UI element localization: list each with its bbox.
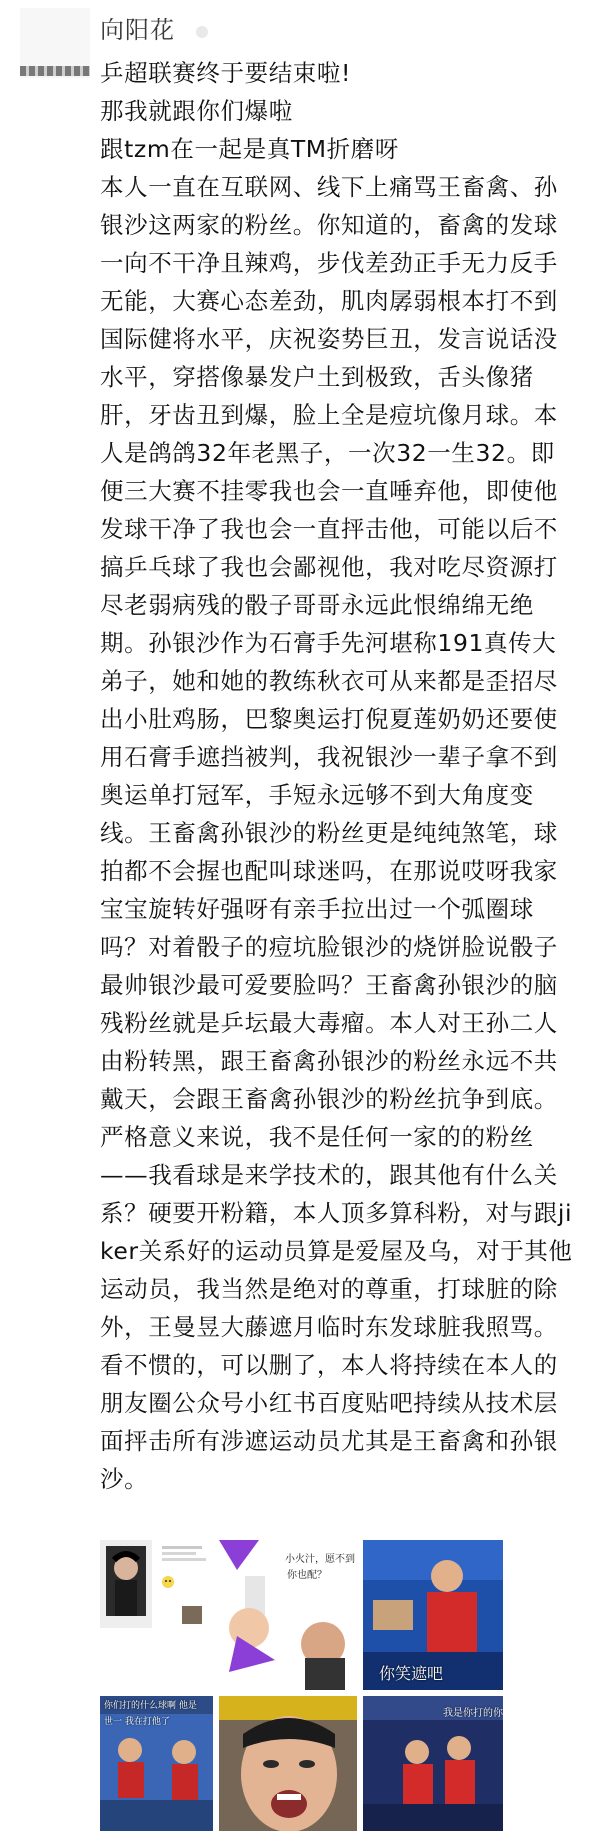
image-grid <box>100 1540 560 1831</box>
face-meme-image <box>219 1696 357 1831</box>
post-body <box>100 54 574 1498</box>
image-thumb-3[interactable] <box>219 1540 357 1690</box>
post-line-3: 跟tzm在一起是真TM折磨呀 <box>100 135 399 163</box>
chat-screenshot-image <box>158 1540 210 1628</box>
portrait-image <box>100 1540 152 1628</box>
image-thumb-5-caption: 你们打的什么球啊 他是世一 我在打他了 <box>104 1701 197 1727</box>
sticker-meme-image <box>219 1540 357 1690</box>
svg-text:你也配？: 你也配？ <box>287 1570 327 1581</box>
post-paragraph-final: 严格意义来说，我不是任何一家的的粉丝——我看球是来学技术的，跟其他有什么关系？硬要开粉籍，本人顶多算科粉，对与跟jiker关系好的运动员算是爱屋及乌，对于其他运动员，我当然是绝对的尊重，打球脏的除外，王曼昱大藤遮月临时东发球脏我照骂。看不惯的，可以删了，本人将持续在本人的朋友圈公众号小红书百度贴吧持续从技术层面抨击所有涉遮运动员尤其是王畜禽和孙银沙。 <box>100 1123 573 1493</box>
image-thumb-5[interactable] <box>100 1696 213 1831</box>
image-thumb-6[interactable] <box>219 1696 357 1831</box>
post-author[interactable]: 向阳花 <box>100 16 175 44</box>
image-thumb-4[interactable] <box>363 1540 503 1690</box>
image-thumb-4-caption: 你笑遮吧 <box>379 1664 444 1683</box>
image-thumb-7-caption: 我是你打的你 <box>443 1708 503 1719</box>
image-thumb-1[interactable] <box>100 1540 152 1628</box>
avatar[interactable] <box>20 8 90 78</box>
image-thumb-7[interactable] <box>363 1696 503 1831</box>
image-thumb-2[interactable] <box>158 1540 210 1628</box>
post-line-1: 乒超联赛终于要结束啦! <box>100 59 352 87</box>
post-paragraph-main: 本人一直在互联网、线下上痛骂王畜禽、孙银沙这两家的粉丝。你知道的，畜禽的发球一向不干净且辣鸡，步伐差劲正手无力反手无能，大赛心态差劲，肌肉孱弱根本打不到国际健将水平，庆祝姿势巨丑，发言说话没水平，穿搭像暴发户土到极致，舌头像猪肝，牙齿丑到爆，脸上全是痘坑像月球。本人是鸽鸽32年老黑子，一次32一生32。即便三大赛不挂零我也会一直唾弃他，即使他发球干净了我也会一直抨击他，可能以后不搞乒乓球了我也会鄙视他，我对吃尽资源打尽老弱病残的骰子哥哥永远此恨绵绵无绝期。孙银沙作为石膏手先河堪称191真传大弟子，她和她的教练秋衣可从来都是歪招尽出小肚鸡肠，巴黎奥运打倪夏莲奶奶还要使用石膏手遮挡被判，我祝银沙一辈子拿不到奥运单打冠军，手短永远够不到大角度变线。王畜禽孙银沙的粉丝更是纯纯煞笔，球拍都不会握也配叫球迷吗，在那说哎呀我家宝宝旋转好强呀有亲手拉出过一个弧圈球吗？对着骰子的痘坑脸银沙的烧饼脸说骰子最帅银沙最可爱要脸吗？王畜禽孙银沙的脑残粉丝就是乒坛最大毒瘤。本人对王孙二人由粉转黑，跟王畜禽孙银沙的粉丝永远不共戴天，会跟王畜禽孙银沙的粉丝抗争到底。 <box>100 173 558 1113</box>
post-line-2: 那我就跟你们爆啦 <box>100 97 293 125</box>
avatar-band <box>20 66 90 76</box>
svg-text:小火汁，愿不到: 小火汁，愿不到 <box>285 1554 355 1565</box>
author-badge-icon <box>196 26 208 38</box>
